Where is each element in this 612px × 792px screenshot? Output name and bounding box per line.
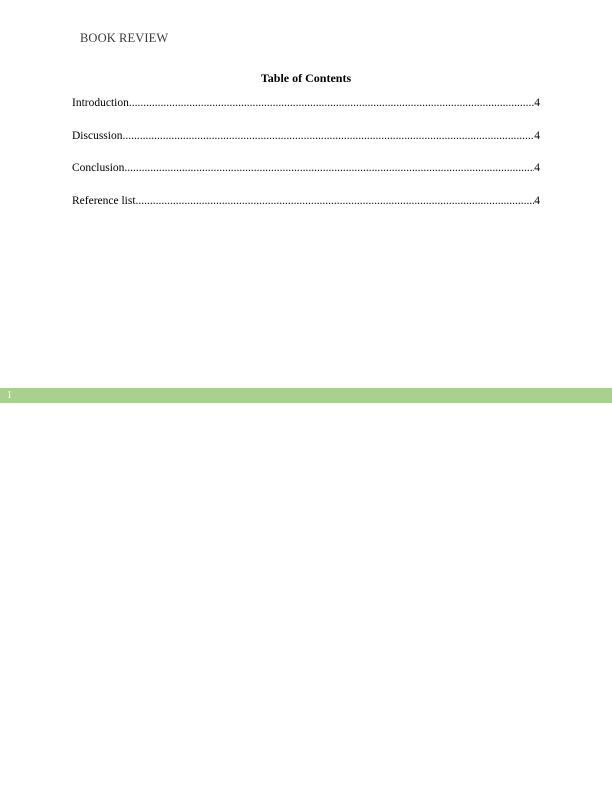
toc-entry-page: 4 (534, 129, 540, 142)
toc-entry-page: 4 (534, 162, 540, 174)
toc-dot-leader (122, 128, 534, 144)
toc-entry-reference-list[interactable] (72, 193, 540, 209)
page-number: 1 (7, 390, 12, 401)
toc-entry-conclusion[interactable] (72, 160, 540, 176)
running-header: BOOK REVIEW (80, 31, 169, 45)
toc-entry-page: 4 (534, 194, 540, 207)
toc-dot-leader (136, 193, 535, 209)
toc-entry-title: Conclusion (72, 162, 125, 174)
toc-entry-discussion[interactable] (72, 128, 540, 144)
toc-dot-leader (124, 160, 534, 176)
toc-entry-title: Introduction (72, 97, 129, 109)
toc-entry-introduction[interactable] (72, 95, 540, 111)
table-of-contents (72, 95, 540, 225)
toc-dot-leader (129, 95, 534, 111)
toc-entry-title: Reference list (72, 194, 136, 207)
toc-entry-title: Discussion (72, 129, 123, 142)
toc-entry-page: 4 (534, 97, 540, 109)
toc-heading: Table of Contents (260, 71, 352, 85)
page-footer-bar (0, 388, 612, 403)
